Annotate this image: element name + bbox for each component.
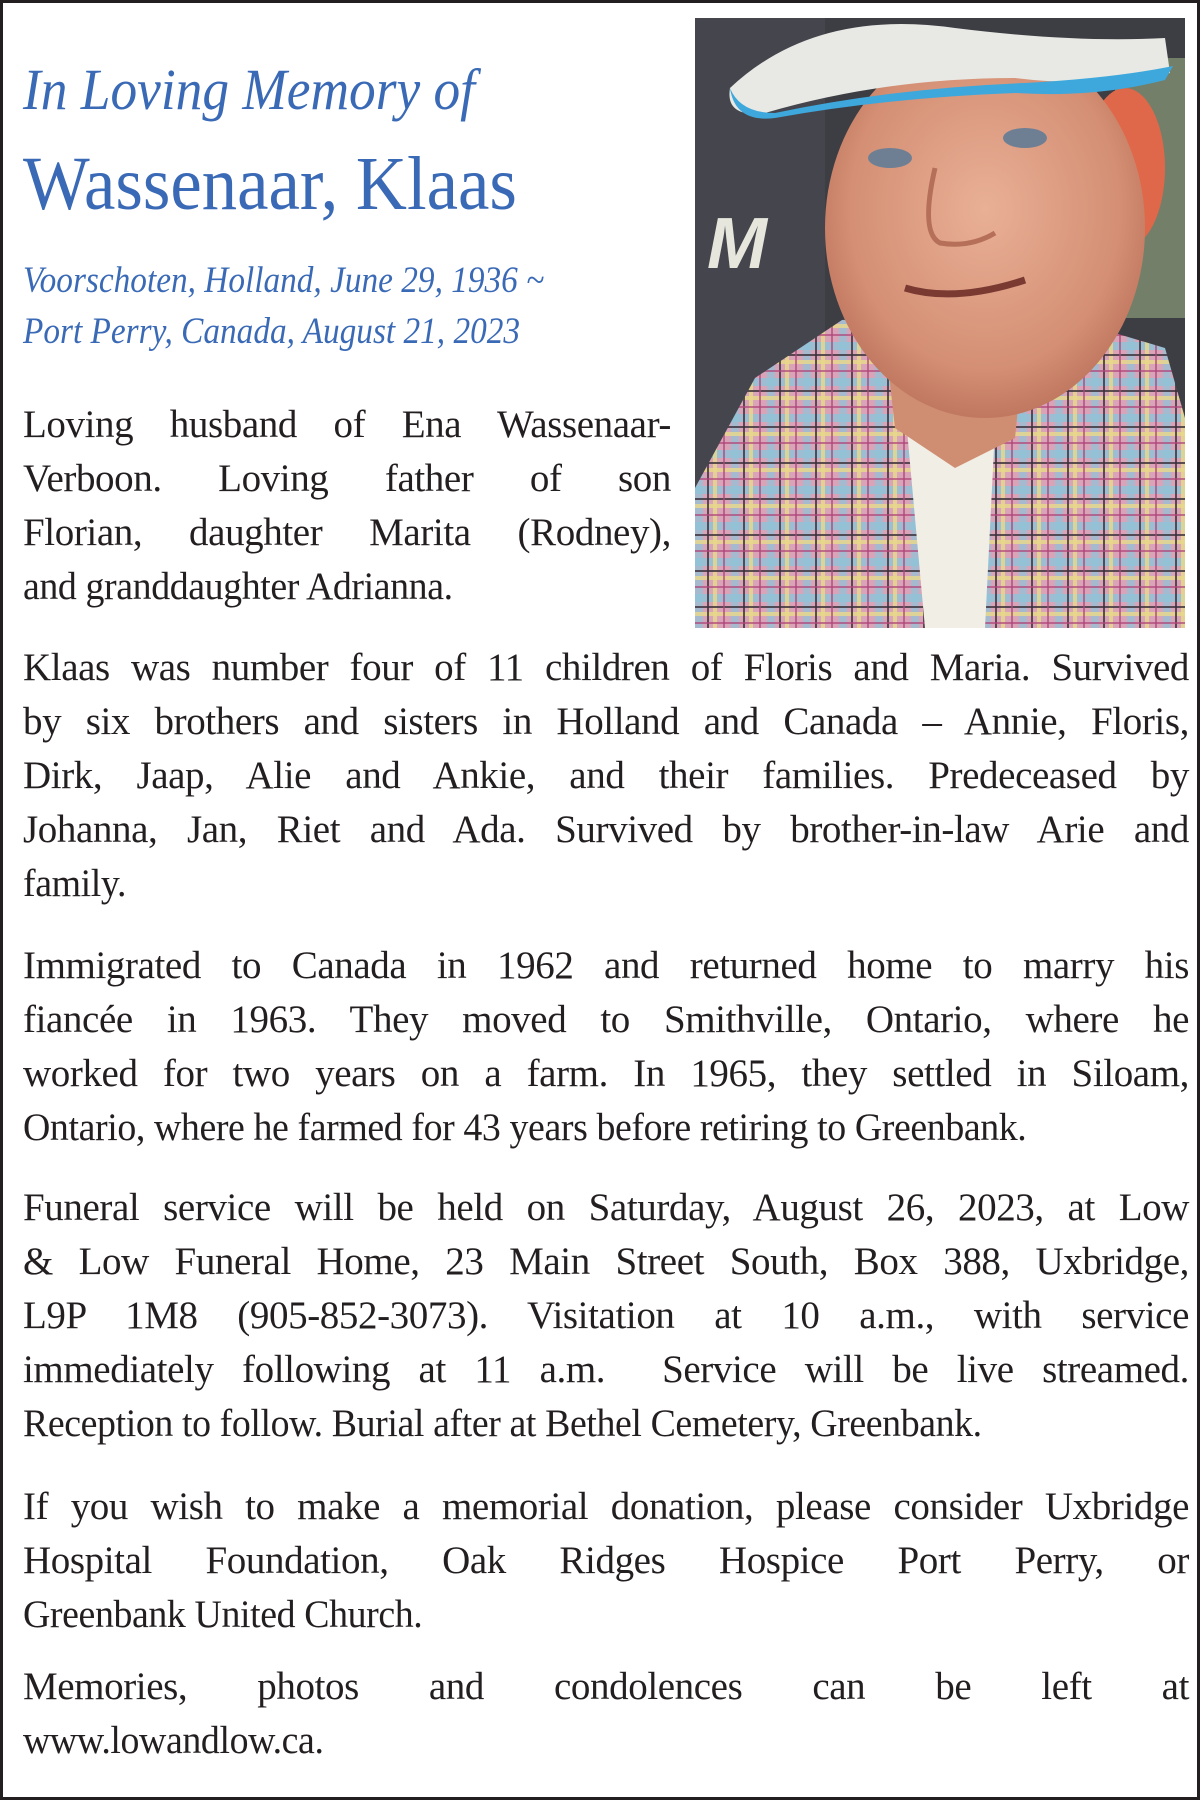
text-line: & Low Funeral Home, 23 Main Street South, Box 388, Uxbridge, (23, 1240, 1189, 1283)
text-line: Reception to follow. Burial after at Bethel Cemetery, Greenbank. (23, 1402, 982, 1445)
text-line: L9P 1M8 (905-852-3073). Visitation at 10 a.m., with service (23, 1294, 1189, 1337)
paragraph-funeral-service (23, 1181, 1189, 1451)
paragraph-donations (23, 1480, 1189, 1642)
text-line: Funeral service will be held on Saturday, August 26, 2023, at Low (23, 1186, 1189, 1229)
text-line: Greenbank United Church. (23, 1593, 423, 1636)
text-line: Hospital Foundation, Oak Ridges Hospice Port Perry, or (23, 1539, 1189, 1582)
life-dates (23, 255, 544, 357)
text-line: Dirk, Jaap, Alie and Ankie, and their families. Predeceased by (23, 754, 1189, 797)
text-line: worked for two years on a farm. In 1965, they settled in Siloam, (23, 1052, 1189, 1095)
text-line: family. (23, 862, 127, 905)
paragraph-siblings (23, 641, 1189, 911)
text-line: Johanna, Jan, Riet and Ada. Survived by brother-in-law Arie and (23, 808, 1189, 851)
text-line: If you wish to make a memorial donation, please consider Uxbridge (23, 1485, 1189, 1528)
text-line: and granddaughter Adrianna. (23, 565, 453, 608)
text-line: Immigrated to Canada in 1962 and returned home to marry his (23, 944, 1189, 987)
text-line: fiancée in 1963. They moved to Smithville, Ontario, where he (23, 998, 1189, 1041)
website-link[interactable]: www.lowandlow.ca. (23, 1719, 324, 1762)
text-line: Verboon. Loving father of son (23, 457, 671, 500)
paragraph-condolences (23, 1660, 1189, 1768)
in-loving-memory-heading: In Loving Memory of (23, 57, 476, 122)
text-line: immediately following at 11 a.m. Service will be live streamed. (23, 1348, 1189, 1391)
text-line: Memories, photos and condolences can be left at (23, 1665, 1189, 1708)
text-line: by six brothers and sisters in Holland and Canada – Annie, Floris, (23, 700, 1189, 743)
shirt-logo-text: M (707, 204, 767, 284)
portrait-photo (695, 18, 1185, 628)
paragraph-life-history (23, 939, 1189, 1155)
portrait-photo-icon (695, 18, 1185, 628)
text-line: Klaas was number four of 11 children of Floris and Maria. Survived (23, 646, 1189, 689)
text-line: Ontario, where he farmed for 43 years before retiring to Greenbank. (23, 1106, 1027, 1149)
paragraph-family (23, 398, 671, 614)
birth-line: Voorschoten, Holland, June 29, 1936 ~ (23, 260, 545, 301)
text-line: Florian, daughter Marita (Rodney), (23, 511, 671, 554)
text-line: Loving husband of Ena Wassenaar- (23, 403, 671, 446)
deceased-name: Wassenaar, Klaas (23, 142, 517, 226)
death-line: Port Perry, Canada, August 21, 2023 (23, 311, 521, 352)
